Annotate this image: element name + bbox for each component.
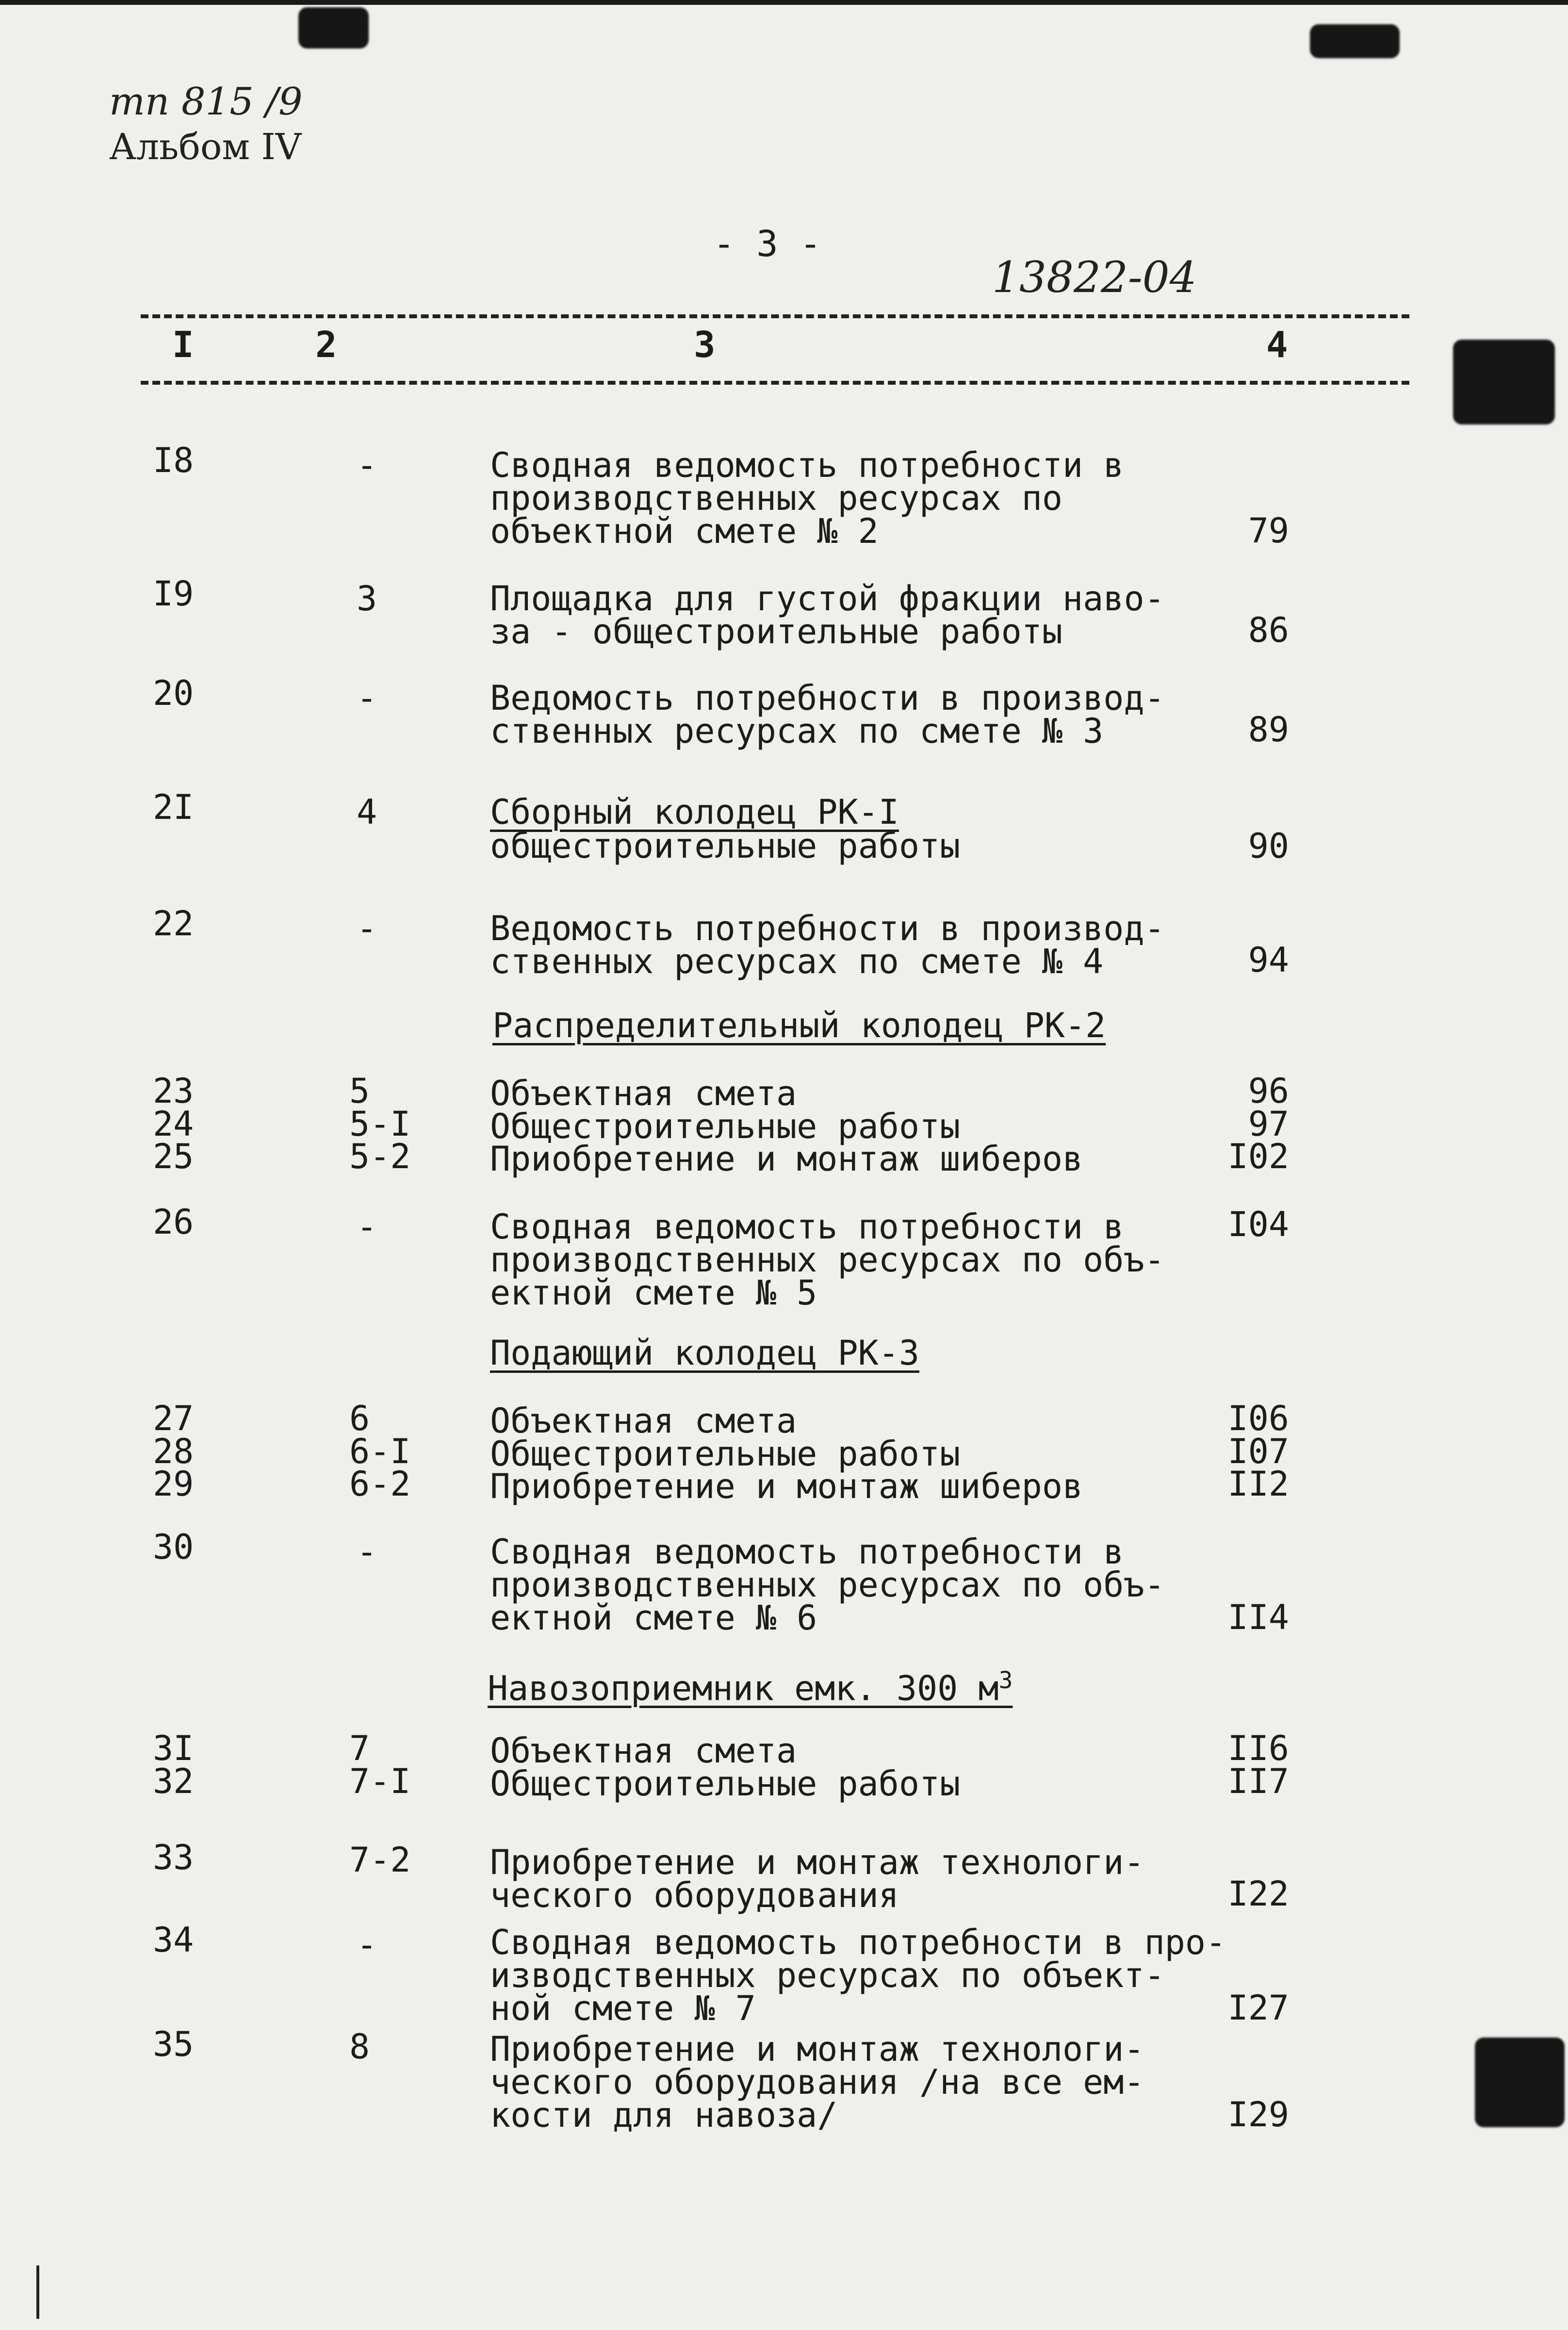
item-section: 6 [349, 1399, 370, 1438]
item-section: 5-I [349, 1104, 411, 1144]
item-title: Сводная ведомость потребности в про- изводственных ресурсах по объект- ной смете № 7 [490, 1923, 1226, 2028]
item-number: 20 [153, 673, 194, 713]
item-page: I07 [1227, 1432, 1289, 1471]
item-page: II4 [1227, 1597, 1289, 1637]
item-page: II6 [1227, 1728, 1289, 1768]
item-title: Сводная ведомость потребности в производственных ресурсах по объ- ектной смете № 6 [490, 1532, 1165, 1638]
item-title: Приобретение и монтаж технологи- ческого оборудования [490, 1842, 1144, 1915]
item-section: 8 [349, 2027, 370, 2067]
superscript-exponent: 3 [998, 1667, 1013, 1694]
item-number: 25 [153, 1137, 194, 1176]
handwritten-album: Альбом IV [109, 126, 302, 168]
item-page: I02 [1227, 1137, 1289, 1176]
item-section: 3 [357, 579, 377, 619]
item-section: - [357, 1532, 377, 1572]
item-number: 33 [153, 1838, 194, 1877]
item-page: II7 [1227, 1761, 1289, 1801]
item-title: Сводная ведомость потребности в производственных ресурсах по объ- ектной смете № 5 [490, 1207, 1165, 1313]
section-heading: Подающий колодец РК-3 [490, 1333, 920, 1373]
item-page: I04 [1227, 1205, 1289, 1244]
item-page: 90 [1248, 826, 1289, 866]
handwritten-doc-ref: тп 815 /9 [109, 80, 303, 124]
item-page: 94 [1248, 940, 1289, 980]
item-number: 2I [153, 787, 194, 827]
item-title: Приобретение и монтаж шиберов [490, 1466, 1083, 1506]
item-number: 34 [153, 1920, 194, 1960]
item-number: 27 [153, 1399, 194, 1438]
item-page: I06 [1227, 1399, 1289, 1438]
item-title: Приобретение и монтаж шиберов [490, 1139, 1083, 1179]
scan-smudge [1453, 340, 1555, 424]
item-page: 89 [1248, 710, 1289, 750]
scan-smudge [1475, 2037, 1565, 2127]
col-header-1: I [172, 324, 194, 366]
item-title: Приобретение и монтаж технологи- ческого оборудования /на все ем- кости для навоза/ [490, 2029, 1144, 2135]
item-number: 30 [153, 1527, 194, 1567]
section-heading: Распределительный колодец РК-2 [492, 1006, 1106, 1045]
col-header-2: 2 [315, 324, 337, 366]
item-page: 96 [1248, 1071, 1289, 1111]
margin-mark [36, 2265, 39, 2319]
col-header-4: 4 [1266, 324, 1288, 366]
scan-smudge [1310, 24, 1400, 58]
item-section: - [357, 678, 377, 718]
item-number: 35 [153, 2024, 194, 2064]
page-number: - 3 - [713, 223, 821, 265]
item-section: 4 [357, 792, 377, 832]
section-heading: Навозоприемник емк. 300 $м^3$ [488, 1667, 1013, 1709]
item-number: 32 [153, 1761, 194, 1801]
item-page: 79 [1248, 511, 1289, 551]
item-section: 5 [349, 1071, 370, 1111]
header-rule-top [141, 314, 1409, 318]
item-number: I8 [153, 440, 194, 480]
item-title: Ведомость потребности в производ- ственных ресурсах по смете № 4 [490, 909, 1165, 981]
item-number: I9 [153, 574, 194, 614]
item-section: 5-2 [349, 1137, 411, 1176]
item-section: - [357, 909, 377, 948]
top-edge-line [0, 0, 1568, 5]
section-heading: Сборный колодец РК-I [490, 792, 899, 832]
doc-code: 13822-04 [992, 252, 1197, 302]
col-header-3: 3 [694, 324, 716, 366]
item-title: Площадка для густой фракции наво- за - общестроительные работы [490, 579, 1165, 652]
item-section: - [357, 445, 377, 485]
item-section: - [357, 1207, 377, 1247]
item-title: Общестроительные работы [490, 1434, 961, 1474]
item-title: общестроительные работы [490, 826, 961, 866]
item-number: 22 [153, 904, 194, 944]
item-title: Объектная смета [490, 1401, 797, 1441]
item-section: 7-2 [349, 1840, 411, 1880]
item-section: 6-I [349, 1432, 411, 1471]
item-title: Ведомость потребности в производ- ственных ресурсах по смете № 3 [490, 678, 1165, 751]
item-number: 26 [153, 1202, 194, 1242]
item-number: 3I [153, 1728, 194, 1768]
item-title: Общестроительные работы [490, 1764, 961, 1804]
item-section: 6-2 [349, 1464, 411, 1504]
item-page: I22 [1227, 1874, 1289, 1914]
item-page: II2 [1227, 1464, 1289, 1504]
item-title: Объектная смета [490, 1074, 797, 1113]
item-section: - [357, 1925, 377, 1965]
item-number: 29 [153, 1464, 194, 1504]
item-title: Общестроительные работы [490, 1107, 961, 1146]
item-section: 7 [349, 1728, 370, 1768]
item-section: 7-I [349, 1761, 411, 1801]
header-rule-bottom [141, 381, 1409, 385]
item-page: 86 [1248, 610, 1289, 650]
item-number: 23 [153, 1071, 194, 1111]
item-page: I29 [1227, 2095, 1289, 2134]
item-page: I27 [1227, 1988, 1289, 2028]
item-number: 24 [153, 1104, 194, 1144]
scan-smudge [298, 7, 369, 49]
item-number: 28 [153, 1432, 194, 1471]
item-title: Сводная ведомость потребности в производственных ресурсах по объектной смете № 2 [490, 445, 1124, 551]
item-title: Объектная смета [490, 1731, 797, 1771]
item-page: 97 [1248, 1104, 1289, 1144]
